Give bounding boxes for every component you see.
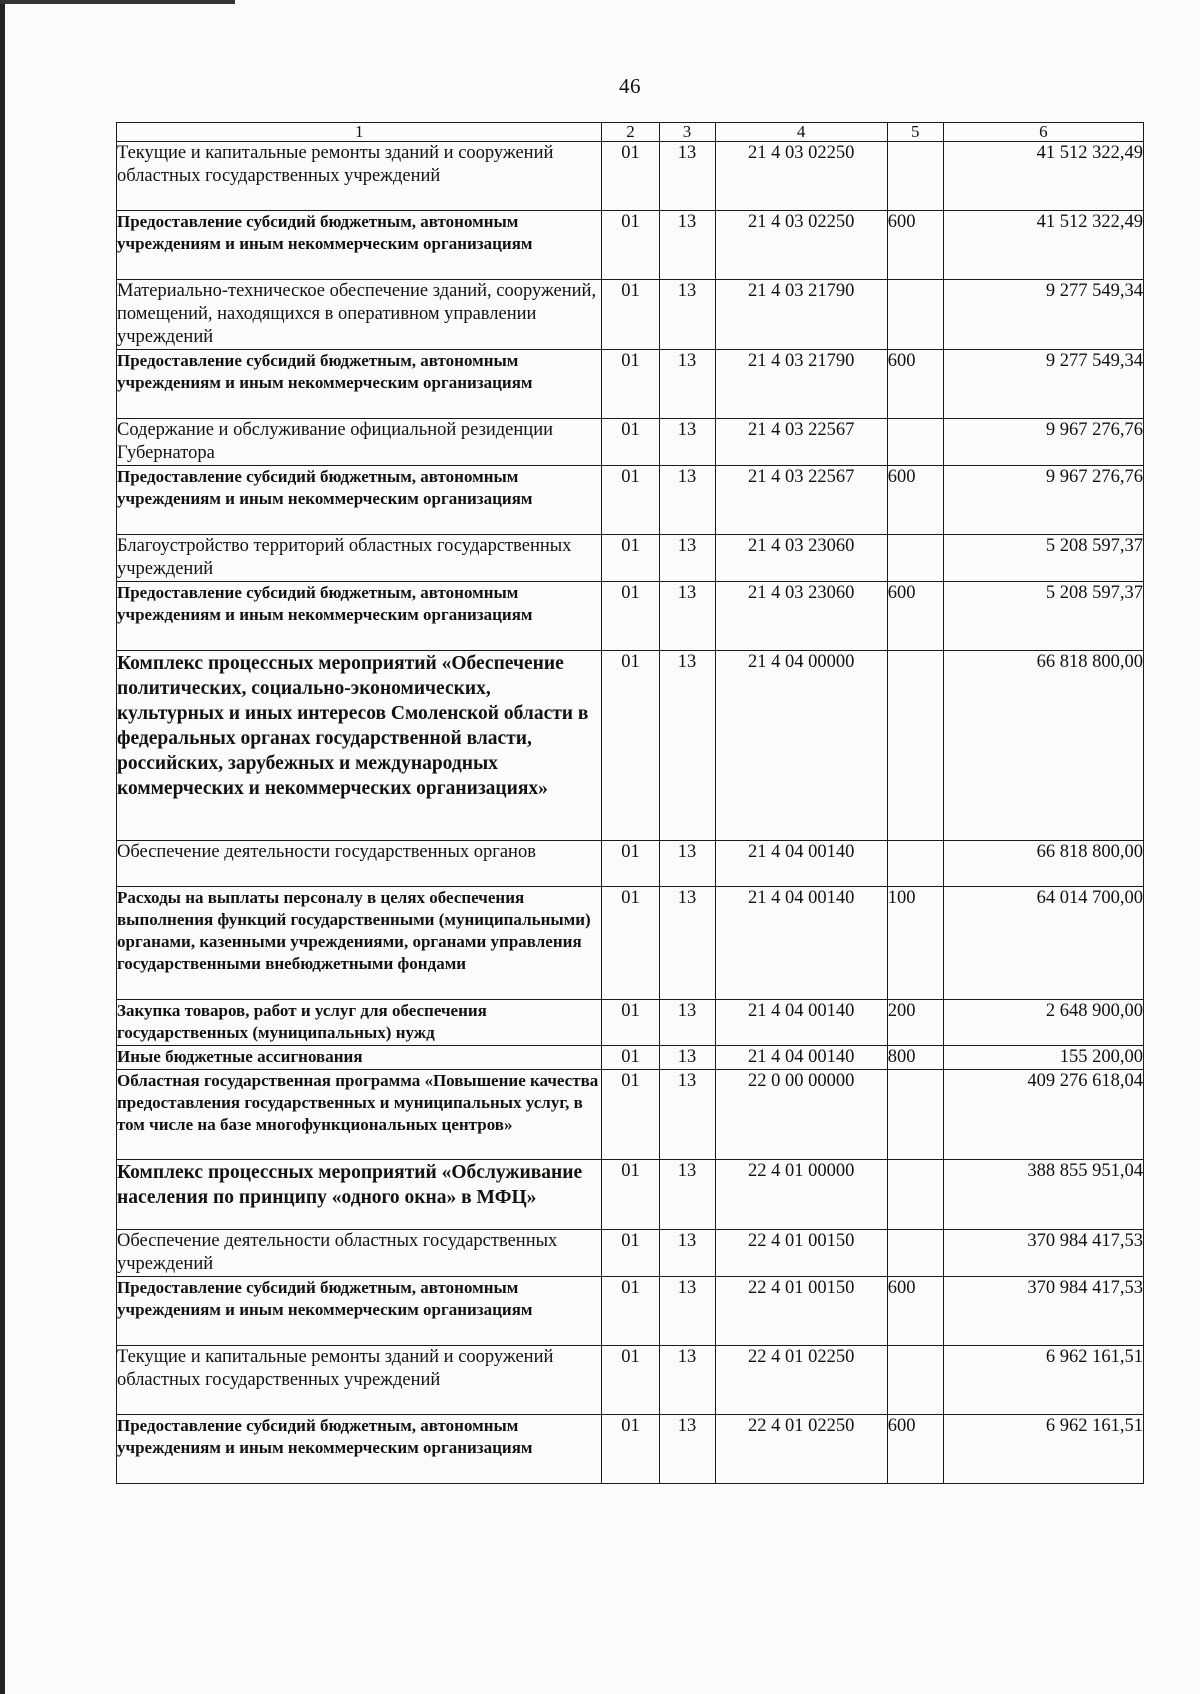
row-name: Комплекс процессных мероприятий «Обслуживание населения по принципу «одного окна» в МФЦ» [117, 1160, 602, 1230]
table-row [117, 1046, 1144, 1070]
row-name: Предоставление субсидий бюджетным, автономным учреждениям и иным некоммерческим организациям [117, 1415, 602, 1484]
row-expense-type [887, 535, 943, 582]
row-name: Расходы на выплаты персоналу в целях обеспечения выполнения функций государственными (муниципальными) органами, казенными учреждениями, органами управления государственными внебюджетными фондами [117, 887, 602, 1000]
table-row [117, 841, 1144, 887]
row-expense-type: 600 [887, 1277, 943, 1346]
row-section: 01 [602, 651, 659, 841]
row-name: Предоставление субсидий бюджетным, автономным учреждениям и иным некоммерческим организациям [117, 466, 602, 535]
row-subsection: 13 [659, 1046, 715, 1070]
table-row [117, 1230, 1144, 1277]
row-target-code: 21 4 03 22567 [715, 419, 887, 466]
row-name: Комплекс процессных мероприятий «Обеспечение политических, социально-экономических, культурных и иных интересов Смоленской области в федеральных органах государственной власти, российских, зарубежных и международных коммерческих и некоммерческих организациях» [117, 651, 602, 841]
row-subsection: 13 [659, 1346, 715, 1415]
row-section: 01 [602, 280, 659, 350]
row-subsection: 13 [659, 1415, 715, 1484]
row-section: 01 [602, 1346, 659, 1415]
row-amount: 9 967 276,76 [943, 419, 1143, 466]
table-row [117, 142, 1144, 211]
row-subsection: 13 [659, 1160, 715, 1230]
row-amount: 41 512 322,49 [943, 142, 1143, 211]
table-row [117, 280, 1144, 350]
row-expense-type: 600 [887, 466, 943, 535]
row-target-code: 21 4 03 22567 [715, 466, 887, 535]
row-section: 01 [602, 1230, 659, 1277]
scan-edge-top [0, 0, 235, 4]
row-subsection: 13 [659, 1070, 715, 1160]
table-row [117, 1415, 1144, 1484]
row-name: Обеспечение деятельности областных государственных учреждений [117, 1230, 602, 1277]
row-subsection: 13 [659, 350, 715, 419]
row-name: Иные бюджетные ассигнования [117, 1046, 602, 1070]
row-amount: 5 208 597,37 [943, 582, 1143, 651]
row-expense-type: 100 [887, 887, 943, 1000]
row-section: 01 [602, 350, 659, 419]
row-section: 01 [602, 535, 659, 582]
row-expense-type [887, 142, 943, 211]
row-name: Текущие и капитальные ремонты зданий и сооружений областных государственных учреждений [117, 1346, 602, 1415]
row-section: 01 [602, 841, 659, 887]
row-section: 01 [602, 1070, 659, 1160]
table-row [117, 535, 1144, 582]
row-expense-type [887, 419, 943, 466]
row-subsection: 13 [659, 887, 715, 1000]
page-number: 46 [619, 74, 641, 98]
row-amount: 2 648 900,00 [943, 1000, 1143, 1046]
row-name: Благоустройство территорий областных государственных учреждений [117, 535, 602, 582]
row-section: 01 [602, 1277, 659, 1346]
row-name: Предоставление субсидий бюджетным, автономным учреждениям и иным некоммерческим организациям [117, 1277, 602, 1346]
row-amount: 6 962 161,51 [943, 1415, 1143, 1484]
row-target-code: 21 4 04 00140 [715, 841, 887, 887]
row-section: 01 [602, 466, 659, 535]
row-expense-type [887, 651, 943, 841]
header-col-6: 6 [943, 123, 1143, 142]
table-row [117, 651, 1144, 841]
row-section: 01 [602, 1160, 659, 1230]
row-target-code: 21 4 04 00140 [715, 887, 887, 1000]
row-subsection: 13 [659, 1230, 715, 1277]
table-row [117, 211, 1144, 280]
row-expense-type: 600 [887, 211, 943, 280]
row-name: Текущие и капитальные ремонты зданий и сооружений областных государственных учреждений [117, 142, 602, 211]
row-name: Обеспечение деятельности государственных органов [117, 841, 602, 887]
row-expense-type [887, 1346, 943, 1415]
row-subsection: 13 [659, 466, 715, 535]
row-section: 01 [602, 419, 659, 466]
row-expense-type [887, 280, 943, 350]
row-expense-type: 600 [887, 350, 943, 419]
table-row [117, 1160, 1144, 1230]
row-amount: 66 818 800,00 [943, 651, 1143, 841]
row-expense-type [887, 1160, 943, 1230]
row-expense-type [887, 841, 943, 887]
row-section: 01 [602, 1000, 659, 1046]
table-row [117, 887, 1144, 1000]
row-target-code: 21 4 04 00000 [715, 651, 887, 841]
row-name: Содержание и обслуживание официальной резиденции Губернатора [117, 419, 602, 466]
row-amount: 9 277 549,34 [943, 280, 1143, 350]
table-row [117, 419, 1144, 466]
row-name: Предоставление субсидий бюджетным, автономным учреждениям и иным некоммерческим организациям [117, 350, 602, 419]
table-row [117, 1277, 1144, 1346]
row-target-code: 21 4 03 02250 [715, 211, 887, 280]
table-row [117, 1070, 1144, 1160]
row-target-code: 22 4 01 02250 [715, 1346, 887, 1415]
row-name: Областная государственная программа «Повышение качества предоставления государственных и муниципальных услуг, в том числе на базе многофункциональных центров» [117, 1070, 602, 1160]
row-target-code: 22 4 01 00150 [715, 1230, 887, 1277]
row-expense-type [887, 1070, 943, 1160]
row-name: Материально-техническое обеспечение зданий, сооружений, помещений, находящихся в оперативном управлении учреждений [117, 280, 602, 350]
row-name: Предоставление субсидий бюджетным, автономным учреждениям и иным некоммерческим организациям [117, 211, 602, 280]
row-target-code: 21 4 03 21790 [715, 280, 887, 350]
row-target-code: 21 4 03 23060 [715, 535, 887, 582]
row-amount: 41 512 322,49 [943, 211, 1143, 280]
row-target-code: 21 4 03 02250 [715, 142, 887, 211]
row-amount: 9 967 276,76 [943, 466, 1143, 535]
row-name: Закупка товаров, работ и услуг для обеспечения государственных (муниципальных) нужд [117, 1000, 602, 1046]
row-amount: 66 818 800,00 [943, 841, 1143, 887]
row-target-code: 22 4 01 00150 [715, 1277, 887, 1346]
table-row [117, 1000, 1144, 1046]
row-target-code: 21 4 03 21790 [715, 350, 887, 419]
row-name: Предоставление субсидий бюджетным, автономным учреждениям и иным некоммерческим организациям [117, 582, 602, 651]
row-subsection: 13 [659, 280, 715, 350]
row-target-code: 21 4 04 00140 [715, 1000, 887, 1046]
row-amount: 409 276 618,04 [943, 1070, 1143, 1160]
header-col-3: 3 [659, 123, 715, 142]
row-section: 01 [602, 142, 659, 211]
table-row [117, 582, 1144, 651]
row-subsection: 13 [659, 651, 715, 841]
row-subsection: 13 [659, 419, 715, 466]
row-amount: 5 208 597,37 [943, 535, 1143, 582]
row-amount: 64 014 700,00 [943, 887, 1143, 1000]
row-target-code: 22 4 01 02250 [715, 1415, 887, 1484]
row-target-code: 21 4 03 23060 [715, 582, 887, 651]
row-subsection: 13 [659, 841, 715, 887]
table-body [117, 142, 1144, 1484]
row-target-code: 21 4 04 00140 [715, 1046, 887, 1070]
row-subsection: 13 [659, 535, 715, 582]
row-amount: 155 200,00 [943, 1046, 1143, 1070]
row-section: 01 [602, 887, 659, 1000]
row-subsection: 13 [659, 211, 715, 280]
table-row [117, 1346, 1144, 1415]
row-subsection: 13 [659, 1277, 715, 1346]
header-col-2: 2 [602, 123, 659, 142]
row-expense-type [887, 1230, 943, 1277]
table-row [117, 350, 1144, 419]
row-section: 01 [602, 1415, 659, 1484]
row-amount: 370 984 417,53 [943, 1277, 1143, 1346]
row-section: 01 [602, 1046, 659, 1070]
header-col-1: 1 [117, 123, 602, 142]
budget-table [116, 122, 1144, 1484]
table-row [117, 466, 1144, 535]
row-subsection: 13 [659, 142, 715, 211]
scan-edge-left [0, 0, 5, 1694]
row-section: 01 [602, 211, 659, 280]
table-header [117, 123, 1144, 142]
row-section: 01 [602, 582, 659, 651]
row-expense-type: 800 [887, 1046, 943, 1070]
row-expense-type: 600 [887, 582, 943, 651]
row-amount: 9 277 549,34 [943, 350, 1143, 419]
row-subsection: 13 [659, 1000, 715, 1046]
row-amount: 370 984 417,53 [943, 1230, 1143, 1277]
header-col-5: 5 [887, 123, 943, 142]
row-expense-type: 600 [887, 1415, 943, 1484]
row-target-code: 22 0 00 00000 [715, 1070, 887, 1160]
row-subsection: 13 [659, 582, 715, 651]
header-row [117, 123, 1144, 142]
header-col-4: 4 [715, 123, 887, 142]
row-amount: 388 855 951,04 [943, 1160, 1143, 1230]
row-target-code: 22 4 01 00000 [715, 1160, 887, 1230]
row-expense-type: 200 [887, 1000, 943, 1046]
row-amount: 6 962 161,51 [943, 1346, 1143, 1415]
